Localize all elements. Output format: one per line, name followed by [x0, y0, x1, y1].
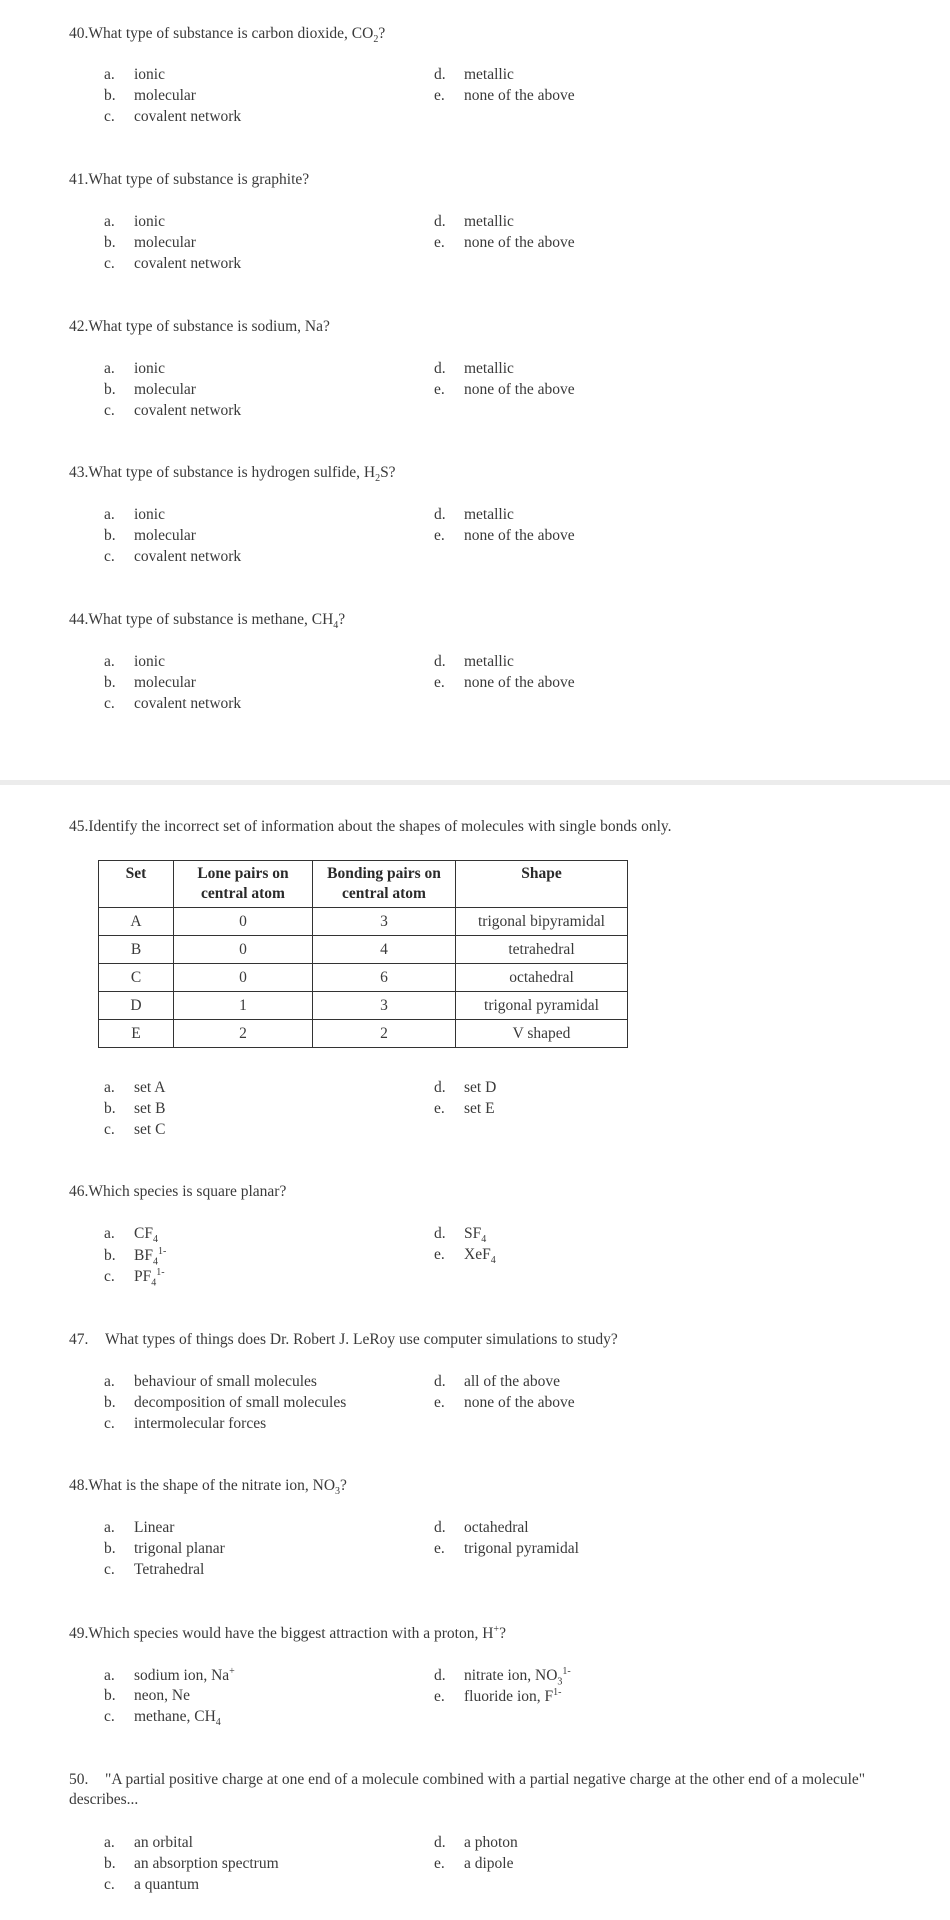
q44-option-b[interactable]: b. molecular [104, 674, 196, 691]
question-50-stem: 50. "A partial positive charge at one end of a molecule combined with a partial negative charge at the other end of a molecule" describes... [69, 1771, 866, 1808]
table-row [99, 992, 628, 1020]
q45-option-d[interactable]: d. set D [434, 1079, 497, 1096]
q40-option-d[interactable]: d. metallic [434, 66, 514, 83]
table-cell: B [99, 936, 174, 964]
page-divider [0, 780, 950, 785]
question-46-stem: 46.Which species is square planar? [69, 1183, 287, 1200]
table-header: Shape [456, 861, 628, 908]
q46-option-c[interactable]: c. $PF_4^{1-}$ [104, 1267, 165, 1289]
q48-option-d[interactable]: d. octahedral [434, 1519, 529, 1536]
q47-option-a[interactable]: a. behaviour of small molecules [104, 1373, 317, 1390]
q50-option-d[interactable]: d. a photon [434, 1834, 518, 1851]
q49-option-a[interactable]: a. sodium ion, Na+ [104, 1666, 235, 1685]
q48-option-c[interactable]: c. Tetrahedral [104, 1561, 205, 1578]
q46-option-b[interactable]: b. $BF_4^{1-}$ [104, 1246, 167, 1268]
q42-option-a[interactable]: a. ionic [104, 360, 165, 377]
q42-option-c[interactable]: c. covalent network [104, 402, 242, 419]
q47-option-d[interactable]: d. all of the above [434, 1373, 560, 1390]
table-row [99, 908, 628, 936]
q49-option-d[interactable]: d. nitrate ion, $NO_3^{1-}$ [434, 1666, 571, 1688]
table-cell: V shaped [456, 1020, 628, 1048]
q41-option-d[interactable]: d. metallic [434, 213, 514, 230]
question-40-stem: 40.What type of substance is carbon dioxide, $CO_2$? [69, 25, 386, 46]
question-42-stem: 42.What type of substance is sodium, Na? [69, 318, 330, 335]
question-49-stem: 49.Which species would have the biggest attraction with a proton, H+? [69, 1624, 506, 1643]
question-44-stem: 44.What type of substance is methane, $CH_4$? [69, 611, 346, 632]
q44-option-c[interactable]: c. covalent network [104, 695, 242, 712]
q40-option-e[interactable]: e. none of the above [434, 87, 575, 104]
table-cell: 1 [174, 992, 313, 1020]
q41-option-a[interactable]: a. ionic [104, 213, 165, 230]
q49-option-e[interactable]: e. fluoride ion, $F^{1-}$ [434, 1687, 562, 1706]
table-cell: octahedral [456, 964, 628, 992]
table-header: Lone pairs on central atom [174, 861, 313, 908]
table-cell: A [99, 908, 174, 936]
q48-option-b[interactable]: b. trigonal planar [104, 1540, 225, 1557]
question-48-stem: 48.What is the shape of the nitrate ion, $NO_3$? [69, 1477, 347, 1498]
table-cell: trigonal bipyramidal [456, 908, 628, 936]
q45-option-a[interactable]: a. set A [104, 1079, 166, 1096]
table-cell: D [99, 992, 174, 1020]
q50-option-c[interactable]: c. a quantum [104, 1876, 199, 1893]
table-row [99, 964, 628, 992]
q49-option-c[interactable]: c. methane, $CH_4$ [104, 1708, 221, 1729]
q50-option-e[interactable]: e. a dipole [434, 1855, 514, 1872]
question-47-stem: 47. What types of things does Dr. Robert J. LeRoy use computer simulations to study? [69, 1331, 618, 1348]
q43-option-b[interactable]: b. molecular [104, 527, 196, 544]
table-header: Set [99, 861, 174, 908]
q42-option-e[interactable]: e. none of the above [434, 381, 575, 398]
q45-option-b[interactable]: b. set B [104, 1100, 166, 1117]
q41-option-e[interactable]: e. none of the above [434, 234, 575, 251]
q41-option-c[interactable]: c. covalent network [104, 255, 242, 272]
table-cell: 3 [313, 908, 456, 936]
q44-option-e[interactable]: e. none of the above [434, 674, 575, 691]
q43-option-a[interactable]: a. ionic [104, 506, 165, 523]
table-cell: 0 [174, 936, 313, 964]
q40-option-b[interactable]: b. molecular [104, 87, 196, 104]
q40-option-a[interactable]: a. ionic [104, 66, 165, 83]
q48-option-a[interactable]: a. Linear [104, 1519, 175, 1536]
q47-option-e[interactable]: e. none of the above [434, 1394, 575, 1411]
q50-option-a[interactable]: a. an orbital [104, 1834, 193, 1851]
q42-option-b[interactable]: b. molecular [104, 381, 196, 398]
q45-option-c[interactable]: c. set C [104, 1121, 166, 1138]
q40-option-c[interactable]: c. covalent network [104, 108, 242, 125]
q46-option-a[interactable]: a. $CF_4$ [104, 1225, 158, 1246]
question-43-stem: 43.What type of substance is hydrogen sulfide, $H_2S$? [69, 464, 396, 485]
q44-option-d[interactable]: d. metallic [434, 653, 514, 670]
q41-option-b[interactable]: b. molecular [104, 234, 196, 251]
question-45-stem: 45.Identify the incorrect set of information about the shapes of molecules with single bonds only. [69, 818, 672, 835]
table-cell: 2 [313, 1020, 456, 1048]
q43-option-c[interactable]: c. covalent network [104, 548, 242, 565]
table-cell: 0 [174, 964, 313, 992]
question-41-stem: 41.What type of substance is graphite? [69, 171, 310, 188]
table-cell: 0 [174, 908, 313, 936]
q48-option-e[interactable]: e. trigonal pyramidal [434, 1540, 579, 1557]
table-cell: 3 [313, 992, 456, 1020]
q44-option-a[interactable]: a. ionic [104, 653, 165, 670]
q49-option-b[interactable]: b. neon, Ne [104, 1687, 190, 1704]
table-cell: 2 [174, 1020, 313, 1048]
table-row [99, 936, 628, 964]
q43-option-e[interactable]: e. none of the above [434, 527, 575, 544]
q42-option-d[interactable]: d. metallic [434, 360, 514, 377]
q47-option-c[interactable]: c. intermolecular forces [104, 1415, 267, 1432]
table-cell: C [99, 964, 174, 992]
table-header-row [99, 861, 628, 908]
table-header: Bonding pairs on central atom [313, 861, 456, 908]
table-cell: trigonal pyramidal [456, 992, 628, 1020]
table-cell: 4 [313, 936, 456, 964]
table-cell: E [99, 1020, 174, 1048]
q46-option-d[interactable]: d. $SF_4$ [434, 1225, 487, 1246]
q43-option-d[interactable]: d. metallic [434, 506, 514, 523]
q47-option-b[interactable]: b. decomposition of small molecules [104, 1394, 347, 1411]
q46-option-e[interactable]: e. XeF$_4$ [434, 1246, 496, 1267]
q50-option-b[interactable]: b. an absorption spectrum [104, 1855, 279, 1872]
table-row [99, 1020, 628, 1048]
shapes-table [98, 860, 628, 1048]
q45-option-e[interactable]: e. set E [434, 1100, 495, 1117]
table-cell: 6 [313, 964, 456, 992]
table-cell: tetrahedral [456, 936, 628, 964]
